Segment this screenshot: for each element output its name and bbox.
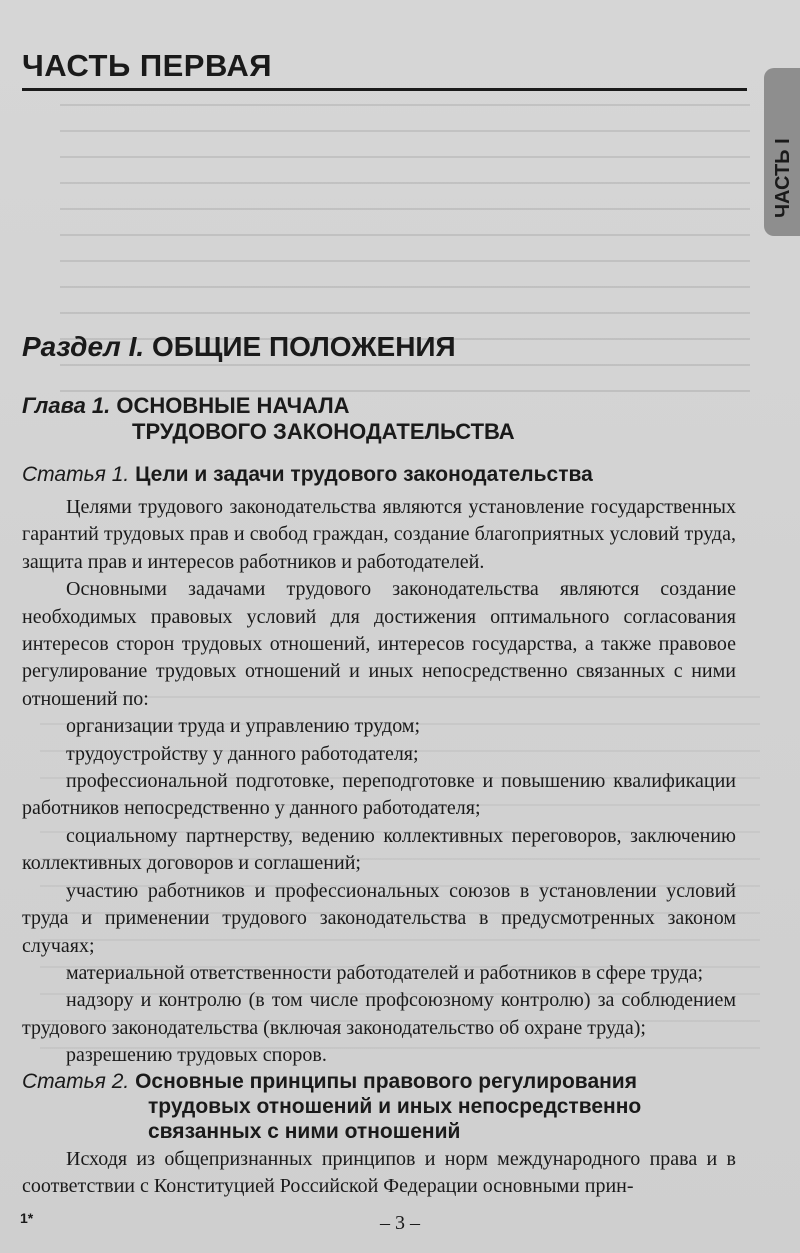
article1-body [22,494,736,1070]
signature-mark: 1* [20,1210,34,1226]
article2-heading [22,1069,641,1144]
page-number: – 3 – [380,1212,420,1234]
article1-heading [22,462,593,487]
paragraph: Исходя из общепризнанных принципов и норм международного права и в соответствии с Конституцией Российской Федерации основными прин- [22,1148,736,1198]
part-title: ЧАСТЬ ПЕРВАЯ [22,48,272,83]
paragraph: Целями трудового законодательства являются установление государственных гарантий трудовых прав и свобод граждан, создание благоприятных условий труда, защита прав и интересов работников и работодателей. [22,496,736,573]
part-side-tab-label: ЧАСТЬ I [772,138,794,218]
chapter-title-line1: ОСНОВНЫЕ НАЧАЛА [116,393,350,418]
list-item: разрешению трудовых споров. [66,1044,327,1067]
article2-title-line2: трудовых отношений и иных непосредственно [148,1095,642,1118]
list-item: социальному партнерству, ведению коллективных переговоров, заключению коллективных договоров и соглашений; [22,824,736,875]
section-label: Раздел I. [22,331,145,362]
list-item: трудоустройству у данного работодателя; [66,742,419,765]
section-title: ОБЩИЕ ПОЛОЖЕНИЯ [151,331,456,362]
article1-title: Цели и задачи трудового законодательства [135,463,593,486]
list-item: надзору и контролю (в том числе профсоюзному контролю) за соблюдением трудового законодательства (включая законодательство об охране труда); [22,989,736,1039]
list-item: профессиональной подготовке, переподготовке и повышению квалификации работников непосредственно у данного работодателя; [22,770,736,820]
article1-label: Статья 1. [22,463,130,486]
paragraph: Основными задачами трудового законодательства являются создание необходимых правовых условий для достижения оптимального согласования интересов сторон трудовых отношений, интересов государства, а также правовое регулирование трудовых отношений и иных непосредственно связанных с ними отношений по: [22,578,736,710]
chapter-heading [22,393,515,445]
list-item: организации труда и управлению трудом; [66,715,421,738]
article2-label: Статья 2. [22,1070,130,1093]
article2-body [22,1146,736,1201]
article2-title-line1: Основные принципы правового регулирования [135,1070,637,1093]
chapter-title-line2: ТРУДОВОГО ЗАКОНОДАТЕЛЬСТВА [132,419,515,444]
section-heading [22,330,456,364]
list-item: участию работников и профессиональных союзов в установлении условий труда и применении трудового законодательства в предусмотренных законом случаях; [22,879,736,957]
part-header [22,48,747,91]
article2-title-line3: связанных с ними отношений [148,1120,461,1143]
list-item: материальной ответственности работодателей и работников в сфере труда; [66,961,704,984]
chapter-label: Глава 1. [22,393,111,418]
part-side-tab [764,68,800,236]
